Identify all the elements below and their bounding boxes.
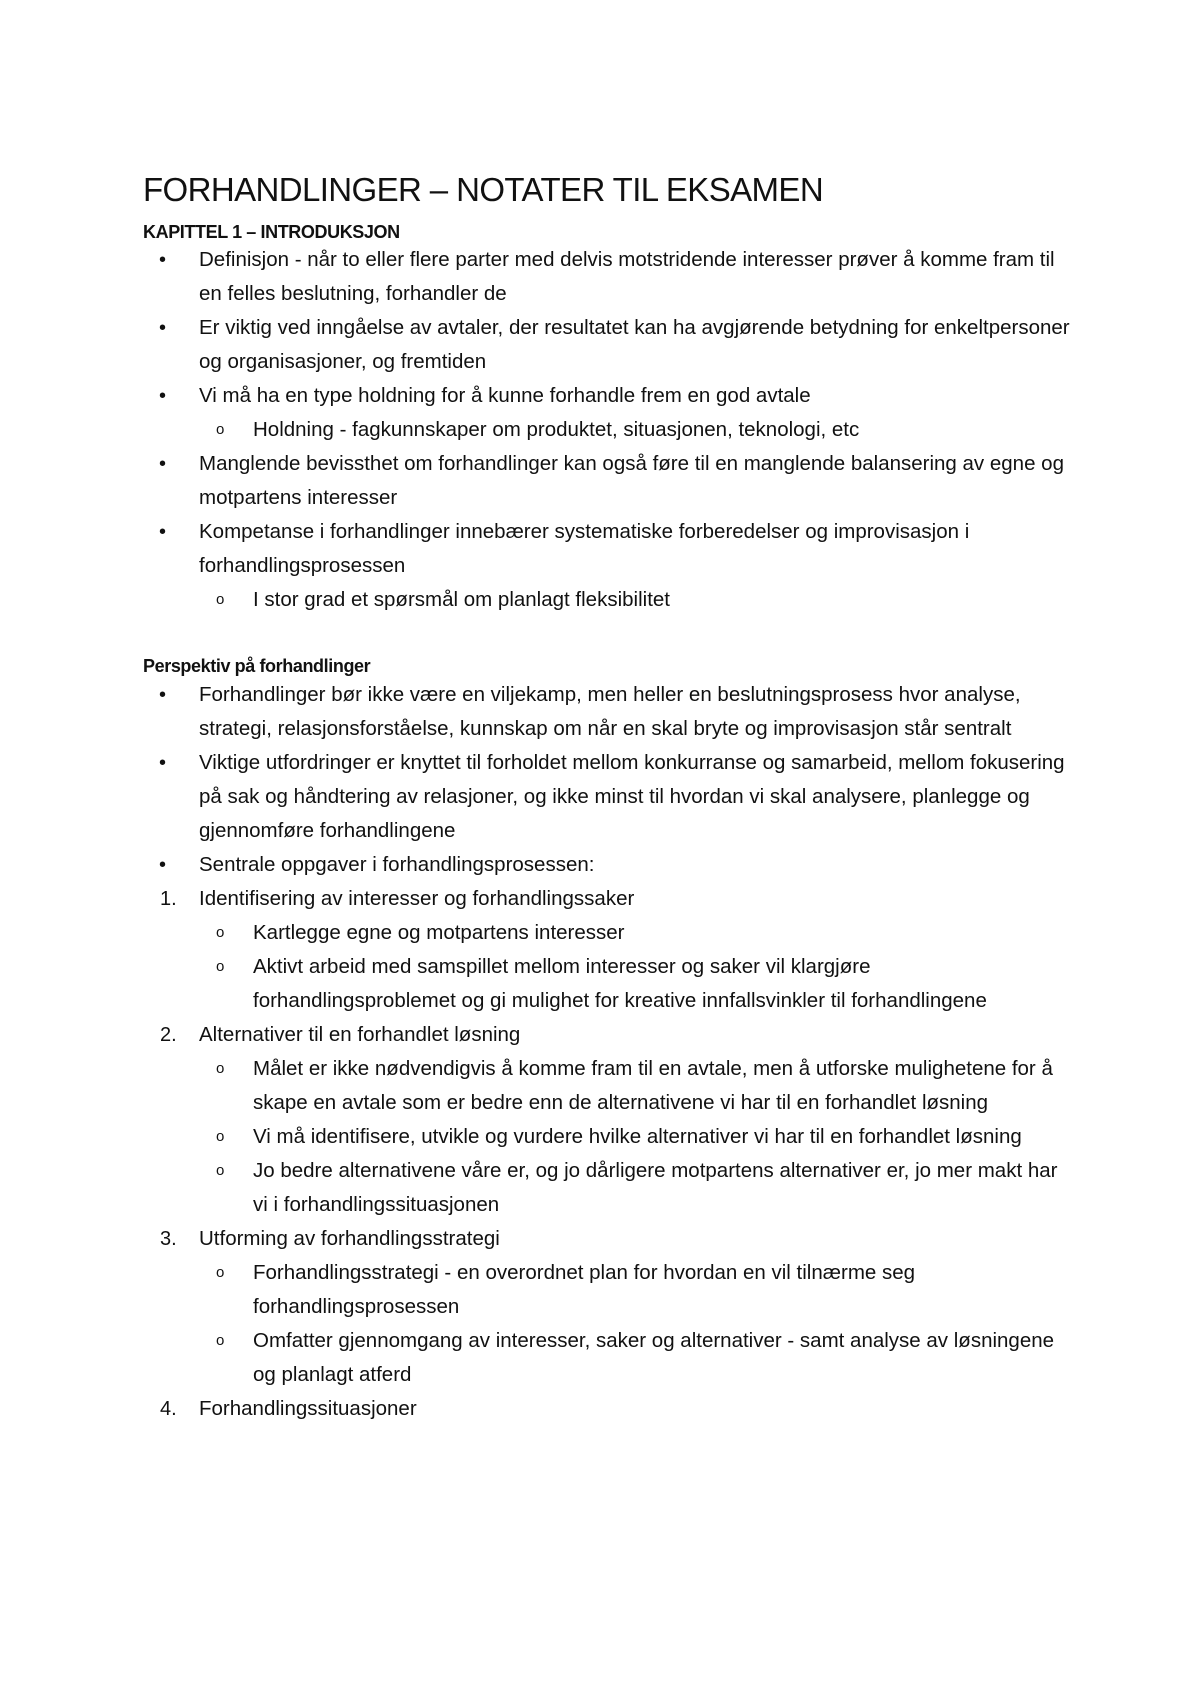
sub-bullet-marker: o (216, 957, 225, 975)
number-marker: 4. (160, 1397, 177, 1420)
sub-bullet-marker: o (216, 1331, 225, 1349)
document-content (143, 171, 1073, 1426)
sub-list-item (143, 1324, 1073, 1392)
list-item-text: Forhandlinger bør ikke være en viljekamp, men heller en beslutningsprosess hvor analyse, strategi, relasjonsforståelse, kunnskap om når en skal bryte og improvisasjon står sentralt (199, 682, 1021, 740)
number-marker: 3. (160, 1227, 177, 1250)
list-item-text: Definisjon - når to eller flere parter med delvis motstridende interesser prøver å komme fram til en felles beslutning, forhandler de (199, 248, 1055, 306)
sub-list-item-text: Vi må identifisere, utvikle og vurdere hvilke alternativer vi har til en forhandlet løsning (253, 1124, 1022, 1148)
sub-list-item-text: Kartlegge egne og motpartens interesser (253, 920, 625, 944)
sub-bullet-marker: o (216, 923, 225, 941)
bullet-marker: • (159, 683, 167, 706)
sub-list-item (143, 916, 1073, 950)
perspective-list (143, 678, 1073, 882)
numbered-item (143, 1392, 1073, 1426)
numbered-item (143, 1222, 1073, 1256)
numbered-item-text: Identifisering av interesser og forhandlingssaker (199, 886, 635, 910)
numbered-item (143, 1018, 1073, 1052)
sub-bullet-marker: o (216, 421, 225, 439)
sub-list-item-text: Målet er ikke nødvendigvis å komme fram til en avtale, men å utforske mulighetene for å skape en avtale som er bedre enn de alternativene vi har til en forhandlet løsning (253, 1056, 1053, 1114)
sub-list-item (143, 413, 1073, 447)
numbered-item-text: Alternativer til en forhandlet løsning (199, 1022, 521, 1046)
list-item (143, 848, 1073, 882)
list-item-text: Viktige utfordringer er knyttet til forholdet mellom konkurranse og samarbeid, mellom fokusering på sak og håndtering av relasjoner, og ikke minst til hvordan vi skal analysere, planlegge og gjennomføre forhandlingene (199, 750, 1065, 842)
sub-bullet-marker: o (216, 1263, 225, 1281)
sub-list-item-text: I stor grad et spørsmål om planlagt fleksibilitet (253, 588, 670, 612)
list-item-text: Kompetanse i forhandlinger innebærer systematiske forberedelser og improvisasjon i forhandlingsprosessen (199, 520, 970, 578)
number-marker: 2. (160, 1023, 177, 1046)
sub-bullet-marker: o (216, 1161, 225, 1179)
list-item (143, 243, 1073, 311)
bullet-marker: • (159, 853, 167, 876)
sub-bullet-marker: o (216, 1127, 225, 1145)
tasks-list (143, 882, 1073, 1426)
sub-bullet-marker: o (216, 1059, 225, 1077)
list-item (143, 311, 1073, 379)
chapter-1-list (143, 243, 1073, 617)
list-item-text: Vi må ha en type holdning for å kunne forhandle frem en god avtale (199, 384, 811, 408)
sub-list-item-text: Holdning - fagkunnskaper om produktet, situasjonen, teknologi, etc (253, 418, 860, 442)
sub-list-item (143, 1120, 1073, 1154)
sub-list-item (143, 1154, 1073, 1222)
sub-list-item (143, 1052, 1073, 1120)
numbered-item-text: Utforming av forhandlingsstrategi (199, 1226, 500, 1250)
list-item (143, 379, 1073, 413)
list-item (143, 447, 1073, 515)
chapter-1-heading: KAPITTEL 1 – INTRODUKSJON (143, 221, 400, 242)
bullet-marker: • (159, 751, 167, 774)
bullet-marker: • (159, 385, 167, 408)
numbered-item (143, 882, 1073, 916)
number-marker: 1. (160, 887, 177, 910)
sub-list-item-text: Omfatter gjennomgang av interesser, saker og alternativer - samt analyse av løsningene og planlagt atferd (253, 1328, 1055, 1386)
sub-list-item (143, 583, 1073, 617)
sub-list-item (143, 1256, 1073, 1324)
sub-list-item-text: Forhandlingsstrategi - en overordnet plan for hvordan en vil tilnærme seg forhandlingsprosessen (253, 1260, 916, 1318)
perspective-heading: Perspektiv på forhandlinger (143, 656, 371, 677)
list-item (143, 678, 1073, 746)
bullet-marker: • (159, 453, 167, 476)
sub-list-item-text: Aktivt arbeid med samspillet mellom interesser og saker vil klargjøre forhandlingsproblemet og gi mulighet for kreative innfallsvinkler til forhandlingene (253, 954, 987, 1012)
document-title: FORHANDLINGER – NOTATER TIL EKSAMEN (143, 171, 824, 208)
sub-list-item-text: Jo bedre alternativene våre er, og jo dårligere motpartens alternativer er, jo mer makt har vi i forhandlingssituasjonen (253, 1158, 1058, 1216)
list-item-text: Er viktig ved inngåelse av avtaler, der resultatet kan ha avgjørende betydning for enkeltpersoner og organisasjoner, og fremtiden (199, 316, 1070, 374)
list-item (143, 515, 1073, 583)
sub-list-item (143, 950, 1073, 1018)
list-item (143, 746, 1073, 848)
bullet-marker: • (159, 521, 167, 544)
bullet-marker: • (159, 249, 167, 272)
list-item-text: Sentrale oppgaver i forhandlingsprosessen: (199, 852, 595, 876)
numbered-item-text: Forhandlingssituasjoner (199, 1396, 417, 1420)
bullet-marker: • (159, 317, 167, 340)
sub-bullet-marker: o (216, 591, 225, 609)
list-item-text: Manglende bevissthet om forhandlinger kan også føre til en manglende balansering av egne og motpartens interesser (199, 452, 1064, 510)
